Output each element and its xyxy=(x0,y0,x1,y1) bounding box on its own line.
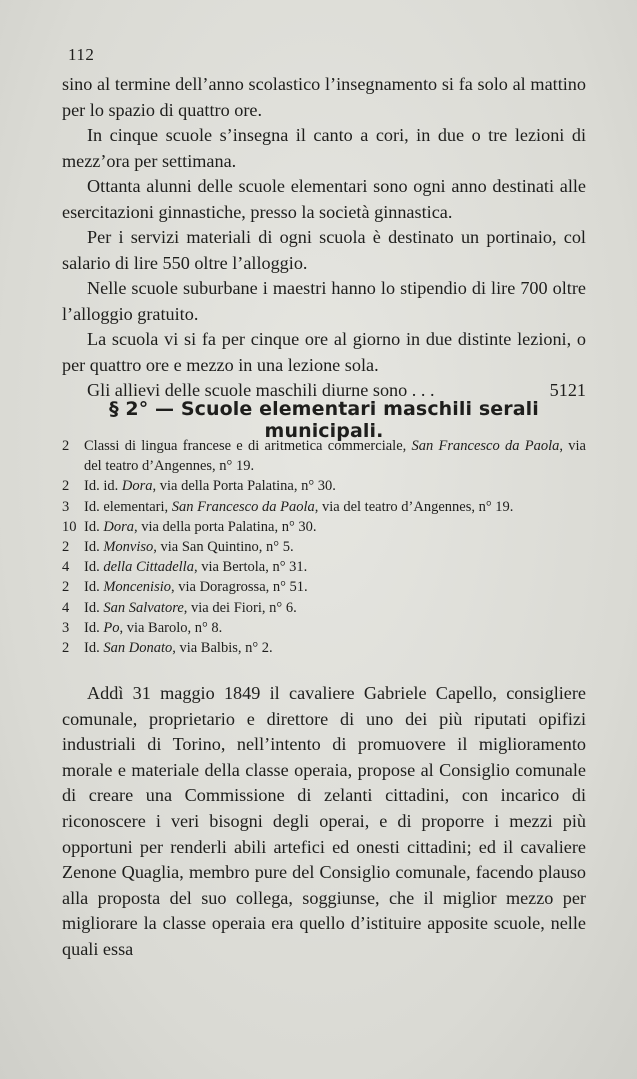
school-address: , via Doragrossa, n° 51. xyxy=(171,579,308,596)
school-name: Moncenisio xyxy=(103,579,171,596)
class-count: 2 xyxy=(62,539,70,556)
paragraph-suburban: Nelle scuole suburbane i maestri hanno lo stipendio di lire 700 oltre l’alloggio gratuito. xyxy=(62,278,586,324)
school-description xyxy=(76,557,586,577)
school-list-item xyxy=(62,476,586,496)
school-address: , via Balbis, n° 2. xyxy=(172,640,273,657)
school-address: , via del teatro d’Angennes, n° 19. xyxy=(84,438,586,475)
school-description xyxy=(76,638,586,658)
school-name: San Donato xyxy=(103,640,173,657)
page-number: 112 xyxy=(68,45,95,64)
class-count: 2 xyxy=(62,478,70,495)
school-description xyxy=(76,517,586,537)
school-description xyxy=(76,476,586,496)
school-name: San Francesco da Paola xyxy=(411,438,560,454)
school-name: della Cittadella xyxy=(103,559,194,576)
class-count: 4 xyxy=(62,559,70,576)
school-type: Id. xyxy=(84,619,104,636)
school-name: Dora xyxy=(103,518,134,535)
school-type: Id. xyxy=(84,539,104,556)
school-type: Id. xyxy=(84,599,104,616)
school-type: Id. xyxy=(84,579,104,596)
body-text xyxy=(62,72,586,404)
school-address: , via della porta Palatina, n° 30. xyxy=(133,518,317,535)
school-description xyxy=(76,497,586,517)
school-type: Id. elementari, xyxy=(84,498,172,515)
school-description xyxy=(76,598,586,618)
paragraph-porter: Per i servizi materiali di ogni scuola è destinato un portinaio, col salario di lire 550 oltre l’alloggio. xyxy=(62,227,586,273)
school-address: , via della Porta Palatina, n° 30. xyxy=(152,478,336,495)
school-type: Id. id. xyxy=(84,478,122,495)
class-count: 3 xyxy=(62,619,70,636)
school-list-item xyxy=(62,537,586,557)
school-description xyxy=(76,436,586,476)
school-name: Po xyxy=(103,619,120,636)
school-type: Id. xyxy=(84,640,104,657)
school-type: Classi di lingua francese e di aritmetica commerciale, xyxy=(84,438,412,454)
school-name: Dora xyxy=(121,478,153,495)
school-type: Id. xyxy=(84,559,104,576)
paragraph-hours: La scuola vi si fa per cinque ore al giorno in due distinte lezioni, o per quattro ore e mezzo in una lezione sola. xyxy=(62,329,586,375)
school-name: San Salvatore xyxy=(103,599,184,616)
pupils-total-label: Gli allievi delle scuole maschili diurne sono . . . xyxy=(87,380,435,400)
school-list-item xyxy=(62,497,586,517)
school-list-item xyxy=(62,638,586,658)
class-count: 4 xyxy=(62,599,70,616)
school-address: , via San Quintino, n° 5. xyxy=(153,539,294,556)
school-description xyxy=(76,537,586,557)
paragraph-capello: Addì 31 maggio 1849 il cavaliere Gabriele Capello, consigliere comunale, proprietario e direttore di uno dei più riputati opifizi industriali di Torino, nell’intento di promuovere il miglioramento morale e materiale della classe operaia, propose al Consiglio comunale di creare una Commissione di zelanti cittadini, con incarico di riconoscere i veri bisogni degli operai, e di proporre i mezzi più opportuni per renderli abili artefici ed onesti cittadini; ed il cavaliere Zenone Quaglia, membro pure del Consiglio comunale, facendo plauso alla proposta del suo collega, soggiunse, che il miglior mezzo per migliorare la classe operaia era quello d’istituire apposite scuole, nelle quali essa xyxy=(62,683,586,959)
school-list-item xyxy=(62,557,586,577)
class-count: 10 xyxy=(62,518,77,535)
section-heading: § 2° — Scuole elementari maschili serali municipali. xyxy=(109,398,539,442)
school-description xyxy=(76,618,586,638)
school-description xyxy=(76,577,586,597)
class-count: 2 xyxy=(62,438,70,454)
school-list-item xyxy=(62,598,586,618)
school-address: , via dei Fiori, n° 6. xyxy=(183,599,297,616)
class-count: 2 xyxy=(62,640,70,657)
class-count: 3 xyxy=(62,498,70,515)
school-list xyxy=(62,436,586,658)
school-name: Monviso xyxy=(103,539,154,556)
school-address: , via Barolo, n° 8. xyxy=(119,619,223,636)
school-list-item xyxy=(62,577,586,597)
school-type: Id. xyxy=(84,518,104,535)
school-list-item xyxy=(62,517,586,537)
closing-text xyxy=(62,681,586,963)
school-name: San Francesco da Paola xyxy=(171,498,315,515)
school-address: , via del teatro d’Angennes, n° 19. xyxy=(314,498,514,515)
paragraph-singing: In cinque scuole s’insegna il canto a cori, in due o tre lezioni di mezz’ora per settimana. xyxy=(62,125,586,171)
pupils-total-value: 5121 xyxy=(549,380,586,400)
school-list-item xyxy=(62,618,586,638)
class-count: 2 xyxy=(62,579,70,596)
school-address: , via Bertola, n° 31. xyxy=(193,559,308,576)
paragraph-continuation: sino al termine dell’anno scolastico l’insegnamento si fa solo al mattino per lo spazio di quattro ore. xyxy=(62,74,586,120)
paragraph-gymnastics: Ottanta alunni delle scuole elementari sono ogni anno destinati alle esercitazioni ginnastiche, presso la società ginnastica. xyxy=(62,176,586,222)
school-list-item xyxy=(62,436,586,476)
